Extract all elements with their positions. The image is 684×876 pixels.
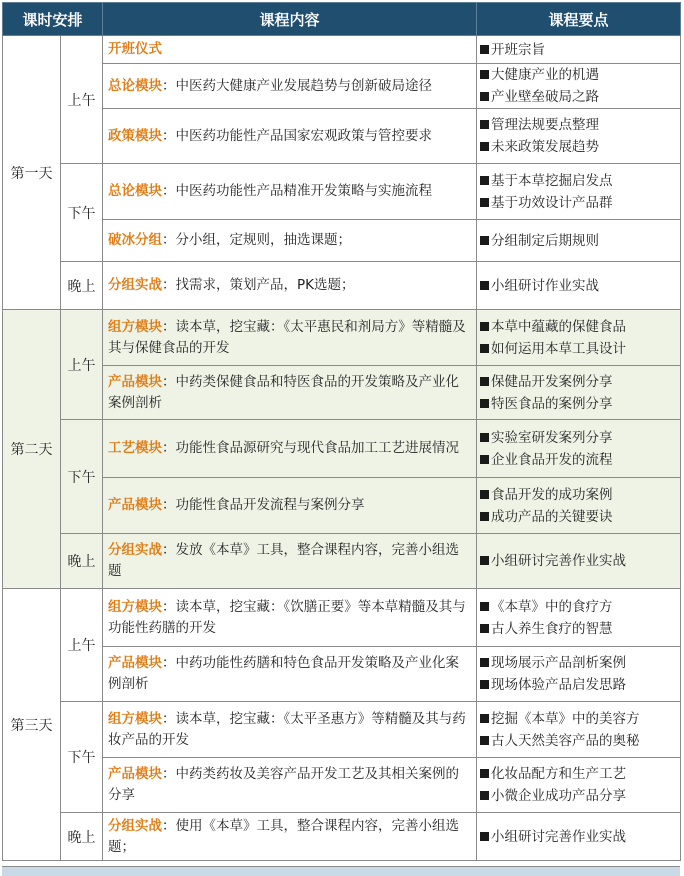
bullet-square-icon <box>480 344 489 353</box>
point-item <box>480 170 676 192</box>
day-cell: 第三天 <box>3 589 61 861</box>
module-label: 组方模块 <box>108 710 163 727</box>
point-text: 成功产品的关键要诀 <box>491 508 613 525</box>
bullet-square-icon <box>480 70 489 79</box>
points-cell <box>477 36 681 64</box>
table-row <box>3 36 681 64</box>
bullet-square-icon <box>480 769 489 778</box>
point-text: 企业食品开发的流程 <box>491 451 613 468</box>
table-row <box>3 478 681 534</box>
point-text: 小组研讨完善作业实战 <box>491 553 627 569</box>
points-cell <box>477 813 681 861</box>
point-text: 实验室研发案列分享 <box>491 429 613 446</box>
points-cell <box>477 758 681 813</box>
bullet-square-icon <box>480 198 489 207</box>
bullet-square-icon <box>480 120 489 129</box>
point-text: 挖掘《本草》中的美容方 <box>491 710 640 727</box>
point-item <box>480 427 676 449</box>
points-cell <box>477 262 681 310</box>
day-cell: 第二天 <box>3 310 61 589</box>
point-text: 化妆品配方和生产工艺 <box>491 766 627 782</box>
point-item <box>480 136 676 158</box>
point-item <box>480 338 676 360</box>
module-label: 组方模块 <box>108 318 163 335</box>
period-cell: 下午 <box>61 164 103 262</box>
day-cell: 第一天 <box>3 36 61 310</box>
table-row <box>3 64 681 109</box>
point-item <box>480 64 676 86</box>
points-cell <box>477 220 681 262</box>
points-cell <box>477 310 681 366</box>
period-cell: 上午 <box>61 310 103 420</box>
content-cell <box>103 36 477 64</box>
point-text: 《本草》中的食疗方 <box>491 598 613 615</box>
point-text: 分组制定后期规则 <box>491 232 600 249</box>
table-row <box>3 758 681 813</box>
point-text: 管理法规要点整理 <box>491 117 600 133</box>
point-item <box>480 763 676 785</box>
content-text: ：中药功能性药膳和特色食品开发策略及产业化案例剖析 <box>108 655 460 692</box>
point-text: 开班宗旨 <box>491 41 546 58</box>
table-row <box>3 813 681 861</box>
header-schedule: 课时安排 <box>3 3 103 36</box>
point-text: 基于本草挖掘启发点 <box>491 172 613 189</box>
bullet-square-icon <box>480 791 489 800</box>
module-label: 政策模块 <box>108 127 163 144</box>
bullet-square-icon <box>480 176 489 185</box>
point-item <box>480 86 676 108</box>
point-item <box>480 550 676 572</box>
points-cell <box>477 366 681 420</box>
table-row <box>3 220 681 262</box>
content-cell <box>103 420 477 478</box>
table-row <box>3 164 681 220</box>
period-cell: 上午 <box>61 36 103 164</box>
bullet-square-icon <box>480 45 489 54</box>
table-row <box>3 589 681 647</box>
point-item <box>480 484 676 506</box>
bullet-square-icon <box>480 624 489 633</box>
module-label: 总论模块 <box>108 77 163 94</box>
bullet-square-icon <box>480 714 489 723</box>
module-label: 工艺模块 <box>108 440 163 456</box>
course-schedule-table <box>2 2 681 861</box>
content-cell <box>103 366 477 420</box>
point-item <box>480 192 676 214</box>
point-item <box>480 449 676 471</box>
content-cell <box>103 220 477 262</box>
points-cell <box>477 589 681 647</box>
points-cell <box>477 64 681 109</box>
point-text: 现场展示产品剖析案例 <box>491 655 627 671</box>
bullet-square-icon <box>480 512 489 521</box>
module-label: 分组实战 <box>108 277 163 293</box>
content-text: ：读本草，挖宝藏：《太平圣惠方》等精髓及其与药妆产品的开发 <box>108 710 466 748</box>
bullet-square-icon <box>480 92 489 101</box>
content-cell <box>103 813 477 861</box>
content-cell <box>103 109 477 164</box>
bullet-square-icon <box>480 377 489 386</box>
table-header-row <box>3 3 681 36</box>
module-label: 分组实战 <box>108 542 163 558</box>
content-cell <box>103 478 477 534</box>
content-cell <box>103 310 477 366</box>
point-item <box>480 708 676 730</box>
point-item <box>480 652 676 674</box>
point-item <box>480 785 676 807</box>
module-label: 产品模块 <box>108 373 163 390</box>
content-cell <box>103 589 477 647</box>
content-cell <box>103 262 477 310</box>
points-cell <box>477 109 681 164</box>
points-cell <box>477 702 681 758</box>
bullet-square-icon <box>480 556 489 565</box>
point-text: 古人养生食疗的智慧 <box>491 620 613 637</box>
table-row <box>3 647 681 702</box>
bullet-square-icon <box>480 399 489 408</box>
period-cell: 晚上 <box>61 534 103 589</box>
content-text: ：找需求，策划产品，PK选题； <box>162 277 355 293</box>
point-item <box>480 39 676 61</box>
point-item <box>480 114 676 136</box>
bullet-square-icon <box>480 281 489 290</box>
point-item <box>480 230 676 252</box>
point-text: 小组研讨完善作业实战 <box>491 828 627 845</box>
table-body <box>3 36 681 861</box>
content-cell <box>103 64 477 109</box>
table-row <box>3 262 681 310</box>
period-cell: 晚上 <box>61 262 103 310</box>
bullet-square-icon <box>480 658 489 667</box>
point-text: 保健品开发案例分享 <box>491 373 613 390</box>
content-text: ：中医药功能性产品国家宏观政策与管控要求 <box>162 127 433 144</box>
module-label: 开班仪式 <box>108 41 163 57</box>
point-text: 如何运用本草工具设计 <box>491 340 627 357</box>
module-label: 产品模块 <box>108 766 163 782</box>
point-item <box>480 371 676 393</box>
content-text: ：发放《本草》工具，整合课程内容，完善小组选题 <box>108 542 460 579</box>
point-item <box>480 596 676 618</box>
point-item <box>480 618 676 640</box>
module-label: 破冰分组 <box>108 232 163 248</box>
module-label: 组方模块 <box>108 598 163 615</box>
header-content: 课程内容 <box>103 3 477 36</box>
content-text: ：中医药大健康产业发展趋势与创新破局途径 <box>162 77 433 94</box>
content-text: ：读本草，挖宝藏：《太平惠民和剂局方》等精髓及其与保健食品的开发 <box>108 318 466 356</box>
period-cell: 下午 <box>61 420 103 534</box>
content-cell <box>103 534 477 589</box>
content-text: ：读本草，挖宝藏：《饮膳正要》等本草精髓及其与功能性药膳的开发 <box>108 598 466 636</box>
points-cell <box>477 420 681 478</box>
content-cell <box>103 758 477 813</box>
bullet-square-icon <box>480 832 489 841</box>
content-text: ：功能性食品源研究与现代食品加工工艺进展情况 <box>162 440 460 456</box>
point-item <box>480 275 676 297</box>
bullet-square-icon <box>480 602 489 611</box>
bullet-square-icon <box>480 236 489 245</box>
points-cell <box>477 164 681 220</box>
content-text: ：功能性食品开发流程与案例分享 <box>162 497 365 513</box>
point-text: 小组研讨作业实战 <box>491 277 600 294</box>
table-row <box>3 366 681 420</box>
content-text: ：分小组，定规则，抽选课题； <box>162 232 352 248</box>
point-text: 小微企业成功产品分享 <box>491 788 627 804</box>
module-label: 产品模块 <box>108 655 163 671</box>
header-points: 课程要点 <box>477 3 681 36</box>
points-cell <box>477 647 681 702</box>
point-text: 食品开发的成功案例 <box>491 486 613 503</box>
point-text: 现场体验产品启发思路 <box>491 677 627 693</box>
point-text: 本草中蕴藏的保健食品 <box>491 318 627 335</box>
bullet-square-icon <box>480 433 489 442</box>
bullet-square-icon <box>480 490 489 499</box>
point-text: 特医食品的案例分享 <box>491 395 613 412</box>
content-cell <box>103 647 477 702</box>
point-item <box>480 506 676 528</box>
period-cell: 晚上 <box>61 813 103 861</box>
content-text: ：使用《本草》工具，整合课程内容，完善小组选题； <box>108 817 460 855</box>
table-row <box>3 310 681 366</box>
point-item <box>480 316 676 338</box>
table-row <box>3 109 681 164</box>
table-row <box>3 702 681 758</box>
point-item <box>480 730 676 752</box>
content-text: ：中药类药妆及美容产品开发工艺及其相关案例的分享 <box>108 766 460 803</box>
point-text: 基于功效设计产品群 <box>491 194 613 211</box>
bullet-square-icon <box>480 455 489 464</box>
bullet-square-icon <box>480 736 489 745</box>
module-label: 总论模块 <box>108 183 163 199</box>
point-text: 未来政策发展趋势 <box>491 139 600 155</box>
bullet-square-icon <box>480 322 489 331</box>
point-text: 产业壁垒破局之路 <box>491 89 600 105</box>
point-text: 大健康产业的机遇 <box>491 67 600 83</box>
points-cell <box>477 534 681 589</box>
points-cell <box>477 478 681 534</box>
table-row <box>3 420 681 478</box>
period-cell: 下午 <box>61 702 103 813</box>
period-cell: 上午 <box>61 589 103 702</box>
content-cell <box>103 702 477 758</box>
content-text: ：中医药功能性产品精准开发策略与实施流程 <box>162 183 433 199</box>
bullet-square-icon <box>480 142 489 151</box>
table-row <box>3 534 681 589</box>
point-item <box>480 393 676 415</box>
content-text: ：中药类保健食品和特医食品的开发策略及产业化案例剖析 <box>108 373 460 411</box>
point-item <box>480 826 676 848</box>
point-text: 古人天然美容产品的奥秘 <box>491 732 640 749</box>
module-label: 产品模块 <box>108 497 163 513</box>
module-label: 分组实战 <box>108 817 163 834</box>
content-cell <box>103 164 477 220</box>
point-item <box>480 674 676 696</box>
bullet-square-icon <box>480 680 489 689</box>
